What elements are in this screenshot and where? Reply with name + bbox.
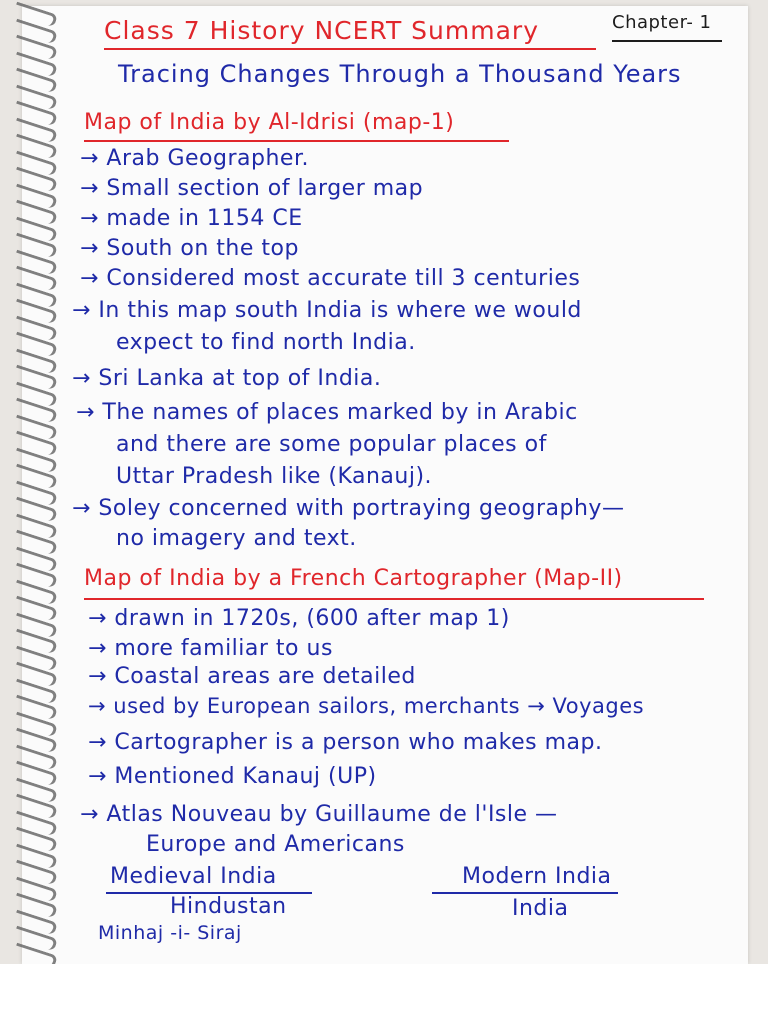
s1-line-6: → In this map south India is where we would [72, 298, 582, 323]
section2-heading-underline [84, 598, 704, 600]
s1-line-1: → Arab Geographer. [80, 146, 309, 171]
modern-underline [432, 892, 618, 894]
page-title: Class 7 History NCERT Summary [104, 16, 539, 45]
title-underline [104, 48, 596, 50]
s2-line-6: → Mentioned Kanauj (UP) [88, 764, 377, 789]
s1-line-8: → Sri Lanka at top of India. [72, 366, 382, 391]
s2-line-8: Europe and Americans [146, 832, 405, 857]
modern-india-label: Modern India [462, 864, 612, 889]
modern-name: India [512, 896, 569, 921]
s1-line-2: → Small section of larger map [80, 176, 424, 201]
s2-line-2: → more familiar to us [88, 636, 333, 661]
page-subtitle: Tracing Changes Through a Thousand Years [118, 60, 682, 88]
s1-line-3: → made in 1154 CE [80, 206, 303, 231]
s1-line-9: → The names of places marked by in Arabic [76, 400, 578, 425]
s2-line-7: → Atlas Nouveau by Guillaume de l'Isle — [80, 802, 558, 827]
s1-line-5: → Considered most accurate till 3 centuries [80, 266, 581, 291]
s2-line-1: → drawn in 1720s, (600 after map 1) [88, 606, 510, 631]
section1-heading: Map of India by Al-Idrisi (map-1) [84, 110, 455, 135]
s1-line-7: expect to find north India. [116, 330, 416, 355]
s2-line-4: → used by European sailors, merchants → Voyages [88, 694, 645, 718]
s1-line-13: no imagery and text. [116, 526, 357, 551]
section2-heading: Map of India by a French Cartographer (Map-II) [84, 566, 623, 591]
s1-line-11: Uttar Pradesh like (Kanauj). [116, 464, 433, 489]
s2-line-5: → Cartographer is a person who makes map. [88, 730, 603, 755]
section1-heading-underline [84, 140, 509, 142]
chapter-underline [612, 40, 722, 42]
chapter-label: Chapter- 1 [612, 12, 712, 33]
s1-line-4: → South on the top [80, 236, 299, 261]
s2-line-3: → Coastal areas are detailed [88, 664, 416, 689]
spiral-binding [0, 0, 60, 960]
s1-line-12: → Soley concerned with portraying geography— [72, 496, 625, 521]
minhaj-line: Minhaj -i- Siraj [98, 922, 242, 944]
s1-line-10: and there are some popular places of [116, 432, 547, 457]
medieval-india-label: Medieval India [110, 864, 277, 889]
medieval-name: Hindustan [170, 894, 287, 919]
page-bottom-margin [0, 964, 768, 1024]
